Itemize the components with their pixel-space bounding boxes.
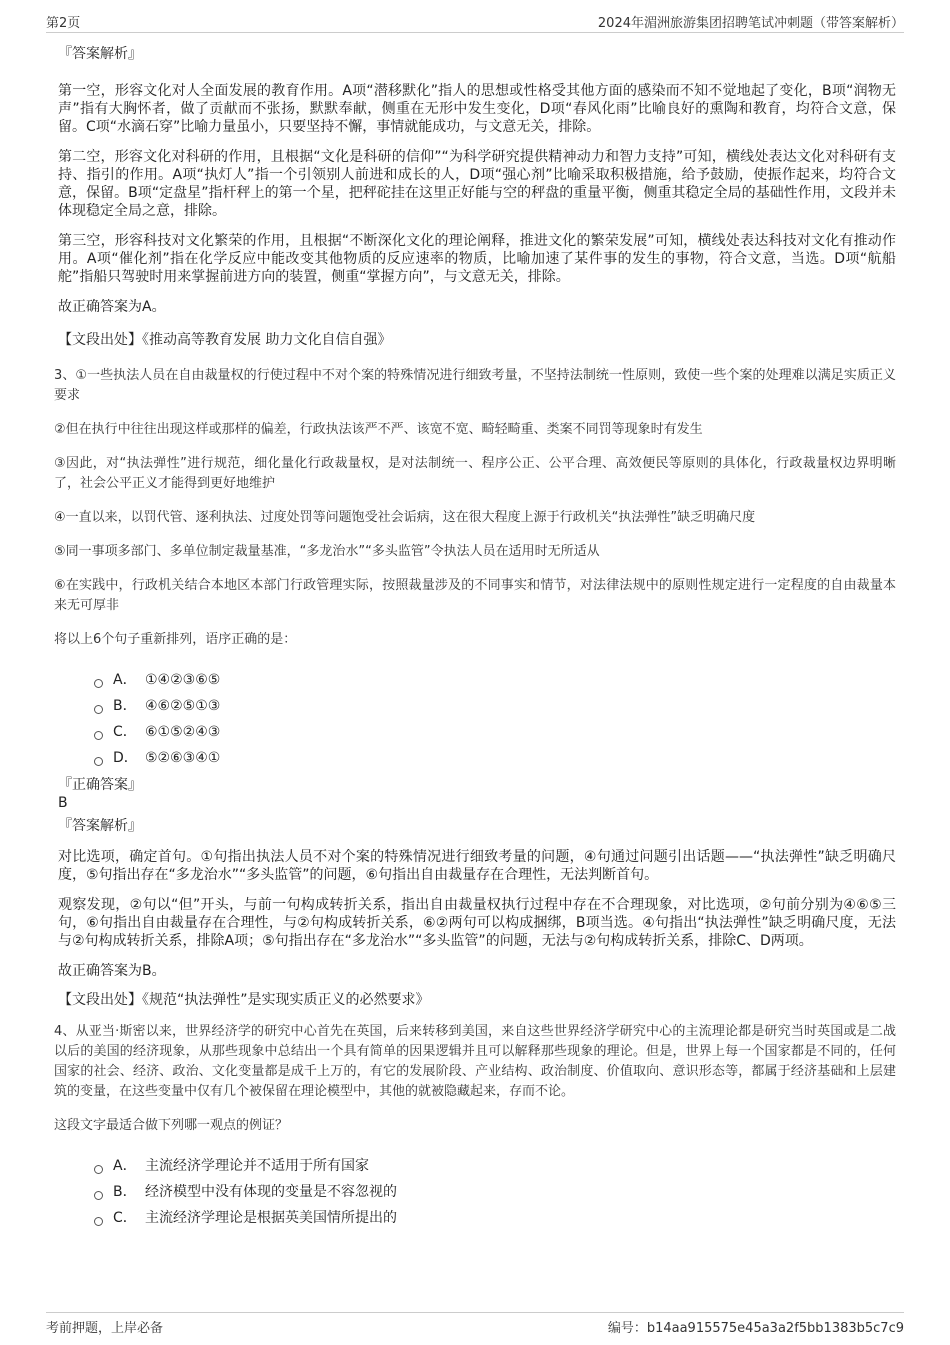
footer-slogan: 考前押题，上岸必备 [46, 1321, 164, 1336]
option-text: 主流经济学理论是根据英美国情所提出的 [145, 1210, 397, 1226]
q4-option-a[interactable] [94, 1156, 896, 1176]
option-letter: B． [113, 1184, 137, 1200]
q4-options [94, 1156, 896, 1228]
option-letter: C． [113, 724, 137, 740]
q3-analysis-conclusion: 故正确答案为B。 [58, 963, 166, 979]
radio-button-icon[interactable] [94, 1217, 103, 1226]
q3-option-a[interactable] [94, 670, 896, 690]
radio-button-icon[interactable] [94, 1191, 103, 1200]
option-text: ①④②③⑥⑤ [145, 672, 221, 688]
q2-analysis-conclusion: 故正确答案为A。 [58, 299, 166, 315]
option-letter: A． [113, 672, 137, 688]
q3-option-d[interactable] [94, 748, 896, 768]
q2-analysis-paragraph: 第一空，形容文化对人全面发展的教育作用。A项“潜移默化”指人的思想或性格受其他方面的感染而不知不觉地起了变化，B项“润物无声”指有大胸怀者，做了贡献而不张扬，默默奉献，侧重在无形中发生变化，D项“春风化雨”比喻良好的熏陶和教育，均符合文意，保留。C项“水滴石穿”比喻力量虽小，只要坚持不懈，事情就能成功，与文意无关，排除。 [58, 83, 896, 135]
q3-analysis-paragraph: 观察发现，②句以“但”开头，与前一句构成转折关系，指出自由裁量权执行过程中存在不合理现象，对比选项，②句前分别为④⑥⑤三句，⑥句指出自由裁量存在合理性，与②句构成转折关系，⑥②两句可以构成捆绑，B项当选。④句指出“执法弹性”缺乏明确尺度，无法与②句构成转折关系，排除A项；⑤句指出存在“多龙治水”“多头监管”的问题，无法与②句构成转折关系，排除C、D两项。 [58, 897, 896, 949]
q3-prompt: 将以上6个句子重新排列，语序正确的是： [54, 632, 297, 647]
page-header [46, 10, 904, 33]
option-letter: B． [113, 698, 137, 714]
q4-option-b[interactable] [94, 1182, 896, 1202]
q2-analysis-paragraph: 第二空，形容文化对科研的作用，且根据“文化是科研的信仰”“为科学研究提供精神动力和智力支持”可知，横线处表达文化对科研有支持、指引的作用。A项“执灯人”指一个引领别人前进和成长的人，D项“强心剂”比喻采取积极措施，给予鼓励，使振作起来，均符合文意，保留。B项“定盘星”指杆秤上的第一个星，把秤砣挂在这里正好能与空的秤盘的重量平衡，侧重其稳定全局的基础性作用，文段并未体现稳定全局之意，排除。 [58, 149, 896, 219]
option-letter: C． [113, 1210, 137, 1226]
q3-answer-label: 『正确答案』 [58, 777, 142, 793]
radio-button-icon[interactable] [94, 1165, 103, 1174]
q3-sentence-1: 3、①一些执法人员在自由裁量权的行使过程中不对个案的特殊情况进行细致考量，不坚持法制统一性原则，致使一些个案的处理难以满足实质正义要求 [54, 368, 896, 403]
option-text: ⑤②⑥③④① [145, 750, 221, 766]
radio-button-icon[interactable] [94, 679, 103, 688]
radio-button-icon[interactable] [94, 731, 103, 740]
page-number: 第2页 [46, 16, 81, 31]
q3-sentence-5: ⑤同一事项多部门、多单位制定裁量基准，“多龙治水”“多头监管”令执法人员在适用时无所适从 [54, 544, 600, 559]
q2-analysis-paragraph: 第三空，形容科技对文化繁荣的作用，且根据“不断深化文化的理论阐释，推进文化的繁荣发展”可知，横线处表达科技对文化有推动作用。A项“催化剂”指在化学反应中能改变其他物质的反应速率的物质，比喻加速了某件事的发生的事物，符合文意，当选。D项“航船舵”指船只驾驶时用来掌握前进方向的装置，侧重“掌握方向”，与文意无关，排除。 [58, 233, 896, 285]
page-footer [46, 1312, 904, 1337]
q3-sentence-3: ③因此，对“执法弹性”进行规范，细化量化行政裁量权，是对法制统一、程序公正、公平合理、高效便民等原则的具体化，行政裁量权边界明晰了，社会公平正义才能得到更好地维护 [54, 456, 896, 491]
q4-prompt: 这段文字最适合做下列哪一观点的例证？ [54, 1118, 289, 1133]
q3-analysis-label: 『答案解析』 [58, 818, 142, 834]
option-text: 经济模型中没有体现的变量是不容忽视的 [145, 1184, 397, 1200]
page-content [54, 44, 896, 1236]
option-letter: D． [113, 750, 138, 766]
option-text: 主流经济学理论并不适用于所有国家 [145, 1158, 369, 1174]
q3-answer: B [58, 795, 68, 811]
option-text: ⑥①⑤②④③ [145, 724, 221, 740]
q3-option-b[interactable] [94, 696, 896, 716]
q3-analysis-paragraph: 对比选项，确定首句。①句指出执法人员不对个案的特殊情况进行细致考量的问题，④句通过问题引出话题——“执法弹性”缺乏明确尺度，⑤句指出存在“多龙治水”“多头监管”的问题，⑥句指出自由裁量存在合理性，无法判断首句。 [58, 849, 896, 883]
q4-passage: 4、从亚当·斯密以来，世界经济学的研究中心首先在英国，后来转移到美国，来自这些世界经济学研究中心的主流理论都是研究当时英国或是二战以后的美国的经济现象，从那些现象中总结出一个具有简单的因果逻辑并且可以解释那些现象的理论。但是，世界上每一个国家都是不同的，任何国家的社会、经济、政治、文化变量都是成千上万的，有它的发展阶段、产业结构、政治制度、价值取向、意识形态等，都属于经济基础和上层建筑的变量，在这些变量中仅有几个被保留在理论模型中，其他的就被隐藏起来，存而不论。 [54, 1024, 896, 1099]
q3-sentence-4: ④一直以来，以罚代管、逐利执法、过度处罚等问题饱受社会诟病，这在很大程度上源于行政机关“执法弹性”缺乏明确尺度 [54, 510, 756, 525]
radio-button-icon[interactable] [94, 705, 103, 714]
document-title: 2024年湄洲旅游集团招聘笔试冲刺题（带答案解析） [597, 16, 904, 31]
q4-option-c[interactable] [94, 1208, 896, 1228]
radio-button-icon[interactable] [94, 757, 103, 766]
option-text: ④⑥②⑤①③ [145, 698, 221, 714]
q2-analysis-label: 『答案解析』 [58, 46, 142, 62]
q3-options [94, 670, 896, 768]
q2-source: 【文段出处】《推动高等教育发展 助力文化自信自强》 [58, 332, 392, 348]
option-letter: A． [113, 1158, 137, 1174]
q3-source: 【文段出处】《规范“执法弹性”是实现实质正义的必然要求》 [58, 992, 430, 1008]
q3-option-c[interactable] [94, 722, 896, 742]
document-id: 编号：b14aa915575e45a3a2f5bb1383b5c7c9 [607, 1321, 904, 1336]
q3-sentence-2: ②但在执行中往往出现这样或那样的偏差，行政执法该严不严、该宽不宽、畸轻畸重、类案不同罚等现象时有发生 [54, 422, 703, 437]
q3-sentence-6: ⑥在实践中，行政机关结合本地区本部门行政管理实际，按照裁量涉及的不同事实和情节，对法律法规中的原则性规定进行一定程度的自由裁量本来无可厚非 [54, 578, 896, 613]
